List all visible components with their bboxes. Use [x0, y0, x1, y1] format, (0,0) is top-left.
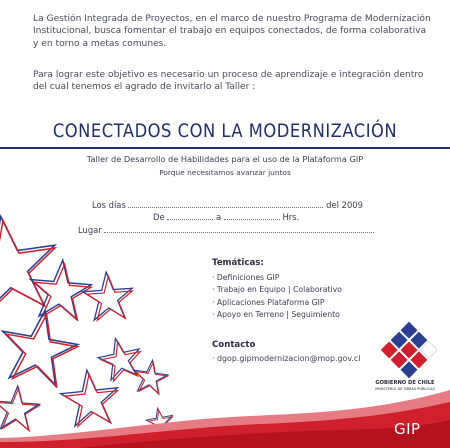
de-label: De [153, 212, 165, 222]
workshop-tagline: Porque necesitamos avanzar juntos [159, 168, 291, 177]
star-icon [0, 214, 63, 317]
contacto-heading: Contacto [212, 340, 256, 350]
contact-email-link[interactable]: · dgop.gipmodernizacion@mop.gov.cl [212, 354, 361, 363]
hrs-label: Hrs. [282, 212, 300, 222]
workshop-subtitle: Taller de Desarrollo de Habilidades para el uso de la Plataforma GIP [86, 154, 364, 164]
list-item: · Apoyo en Terreno | Seguimiento [212, 310, 340, 320]
logo-text: GOBIERNO DE CHILE [375, 380, 435, 386]
intro-paragraph-2: Para lograr este objetivo es necesario un proceso de aprendizaje e integración dentro del cual tenemos el agrado de invitarlo al Taller : [33, 70, 424, 93]
gobierno-de-chile-logo [381, 322, 437, 378]
list-item: · Definiciones GIP [212, 273, 280, 282]
intro-paragraph-1: La Gestión Integrada de Proyectos, en el marco de nuestro Programa de Modernización Institucional, busca fomentar el trabajo en equipos conectados, de forma colaborativa y en torno a metas comunes. [33, 14, 431, 49]
a-label: a [215, 212, 222, 222]
list-item: · Aplicaciones Plataforma GIP [212, 297, 325, 307]
star-icon [0, 210, 63, 317]
star-icon [0, 304, 82, 388]
lugar-label: Lugar [78, 225, 102, 235]
tematicas-list [212, 272, 342, 322]
star-icon [27, 257, 93, 320]
list-item: · Trabajo en Equipo | Colaborativo [212, 285, 342, 295]
star-icon [98, 337, 145, 382]
title-divider [0, 147, 450, 149]
dias-label: Los días [92, 200, 126, 210]
gip-badge: GIP [394, 420, 421, 438]
page-title: CONECTADOS CON LA MODERNIZACIÓN [52, 120, 398, 142]
tematicas-heading: Temáticas: [212, 258, 264, 268]
logo-subtext: MINISTERIO DE OBRAS PÚBLICAS [375, 387, 435, 391]
year-label: del 2009 [326, 200, 363, 210]
a-blank [224, 211, 280, 220]
